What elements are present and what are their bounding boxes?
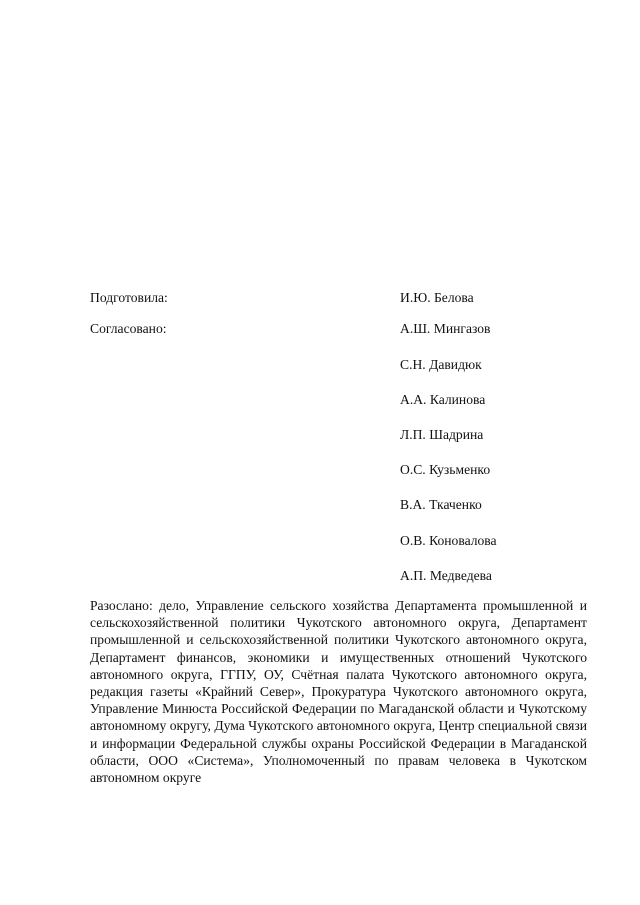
approver-name: О.С. Кузьменко: [400, 462, 491, 477]
approver-name: С.Н. Давидюк: [400, 357, 482, 372]
distribution-list: Разослано: дело, Управление сельского хозяйства Департамента промышленной и сельскохозяйственной политики Чукотского автономного округа, Департамент промышленной и сельскохозяйственной политики Чукотского автономного округа, Департамент финансов, экономики и имущественных отношений Чукотского автономного округа, ГГПУ, ОУ, Счётная палата Чукотского автономного округа, редакция газеты «Крайний Север», Прокуратура Чукотского автономного округа, Управление Минюста Российской Федерации по Магаданской области и Чукотскому автономному округу, Дума Чукотского автономного округа, Центр специальной связи и информации Федеральной службы охраны Российской Федерации в Магаданской области, ООО «Система», Уполномоченный по правам человека в Чукотском автономном округе: [90, 598, 587, 786]
prepared-label: Подготовила:: [90, 290, 168, 305]
approver-name: А.А. Калинова: [400, 392, 486, 407]
approver-name: В.А. Ткаченко: [400, 497, 482, 512]
approver-name: Л.П. Шадрина: [400, 427, 484, 442]
prepared-name: И.Ю. Белова: [400, 290, 474, 305]
approved-label: Согласовано:: [90, 321, 167, 336]
approver-name: О.В. Коновалова: [400, 533, 497, 548]
approver-name: А.П. Медведева: [400, 568, 492, 583]
approver-name: А.Ш. Мингазов: [400, 321, 491, 336]
